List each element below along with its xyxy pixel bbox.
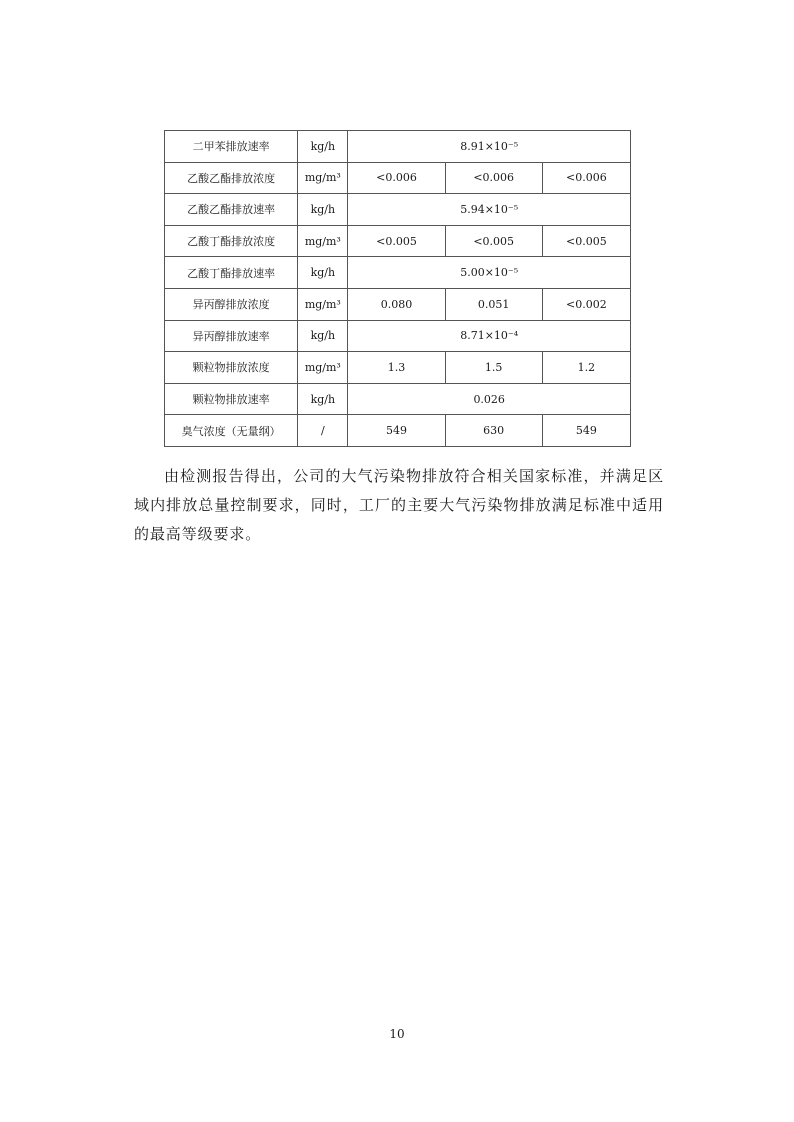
value-2: 1.5 xyxy=(445,352,542,384)
value-2: 0.051 xyxy=(445,288,542,320)
pollutant-name: 乙酸乙酯排放速率 xyxy=(165,194,298,226)
value-3: <0.006 xyxy=(542,162,630,194)
pollutant-name: 异丙醇排放速率 xyxy=(165,320,298,352)
pollutant-name: 臭气浓度（无量纲） xyxy=(165,415,298,447)
value-3: 1.2 xyxy=(542,352,630,384)
pollutant-name: 乙酸丁酯排放浓度 xyxy=(165,225,298,257)
pollutant-name: 乙酸丁酯排放速率 xyxy=(165,257,298,289)
table-row xyxy=(165,194,631,226)
value-3: <0.002 xyxy=(542,288,630,320)
unit: mg/m³ xyxy=(298,225,348,257)
value-2: <0.006 xyxy=(445,162,542,194)
value-2: 630 xyxy=(445,415,542,447)
pollutant-name: 颗粒物排放浓度 xyxy=(165,352,298,384)
table-row xyxy=(165,288,631,320)
pollutant-name: 异丙醇排放浓度 xyxy=(165,288,298,320)
merged-value: 8.91×10⁻⁵ xyxy=(348,131,631,163)
table-row xyxy=(165,225,631,257)
value-1: <0.005 xyxy=(348,225,445,257)
page-number: 10 xyxy=(389,1027,405,1041)
table-row xyxy=(165,415,631,447)
table-row xyxy=(165,131,631,163)
conclusion-paragraph: 由检测报告得出，公司的大气污染物排放符合相关国家标准，并满足区域内排放总量控制要求，同时，工厂的主要大气污染物排放满足标准中适用的最高等级要求。 xyxy=(134,467,664,543)
unit: mg/m³ xyxy=(298,288,348,320)
table-row xyxy=(165,352,631,384)
table-row xyxy=(165,320,631,352)
unit: kg/h xyxy=(298,320,348,352)
unit: mg/m³ xyxy=(298,162,348,194)
unit: mg/m³ xyxy=(298,352,348,384)
value-1: 1.3 xyxy=(348,352,445,384)
merged-value: 5.00×10⁻⁵ xyxy=(348,257,631,289)
unit: kg/h xyxy=(298,194,348,226)
value-1: <0.006 xyxy=(348,162,445,194)
table-row xyxy=(165,257,631,289)
unit: kg/h xyxy=(298,131,348,163)
merged-value: 0.026 xyxy=(348,383,631,415)
table-row xyxy=(165,383,631,415)
value-3: <0.005 xyxy=(542,225,630,257)
unit: kg/h xyxy=(298,383,348,415)
table-row xyxy=(165,162,631,194)
pollutant-name: 颗粒物排放速率 xyxy=(165,383,298,415)
emissions-table xyxy=(164,130,631,447)
value-1: 0.080 xyxy=(348,288,445,320)
pollutant-name: 二甲苯排放速率 xyxy=(165,131,298,163)
value-1: 549 xyxy=(348,415,445,447)
unit: / xyxy=(298,415,348,447)
value-2: <0.005 xyxy=(445,225,542,257)
merged-value: 5.94×10⁻⁵ xyxy=(348,194,631,226)
unit: kg/h xyxy=(298,257,348,289)
pollutant-name: 乙酸乙酯排放浓度 xyxy=(165,162,298,194)
value-3: 549 xyxy=(542,415,630,447)
merged-value: 8.71×10⁻⁴ xyxy=(348,320,631,352)
